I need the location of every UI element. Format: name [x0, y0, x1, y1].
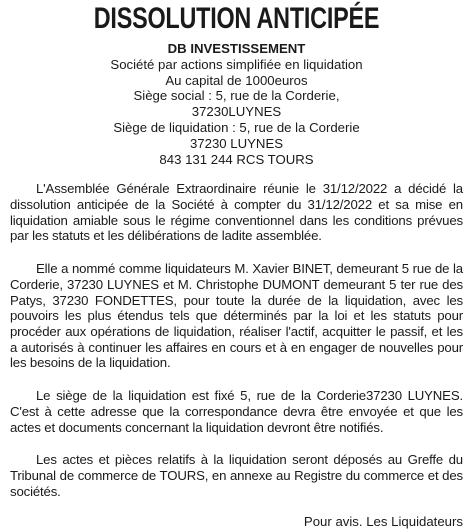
paragraph-liquidators: Elle a nommé comme liquidateurs M. Xavier BINET, demeurant 5 rue de la Corderie, 37230 LUYNES et M. Christophe DUMONT demeurant 5 ter rue des Patys, 37230 FONDETTES, pour toute la durée de la liquidation, avec les pouvoirs les plus étendus tels que déterminés par la loi et les statuts pour procéder aux opérations de liquidation, réaliser l'actif, acquitter le passif, et les a autorisés à continuer les affaires en cours et à en engager de nouvelles pour les besoins de la liquidation.: [10, 261, 463, 371]
liquidation-office-city: 37230 LUYNES: [189, 135, 284, 151]
company-header: [10, 41, 463, 167]
paragraph-liquidation-seat: Le siège de la liquidation est fixé 5, rue de la Corderie37230 LUYNES. C'est à cette adresse que la correspondance devra être envoyée et que les actes et documents concernant la liquidation devront être notifiés.: [10, 388, 463, 435]
signature: Pour avis. Les Liquidateurs: [303, 514, 463, 530]
registered-office-city: 37230LUYNES: [191, 104, 282, 120]
company-legal-form: Société par actions simplifiée en liquidation: [110, 56, 363, 72]
notice-title: DISSOLUTION ANTICIPÉE: [93, 2, 380, 35]
company-registration: 843 131 244 RCS TOURS: [159, 151, 314, 167]
paragraph-dissolution: L'Assemblée Générale Extraordinaire réunie le 31/12/2022 a décidé la dissolution anticipée de la Société à compter du 31/12/2022 et sa mise en liquidation amiable sous le régime conventionnel dans les conditions prévues par les statuts et les délibérations de ladite assemblée.: [10, 181, 463, 244]
company-capital: Au capital de 1000euros: [165, 72, 308, 88]
paragraph-filing: Les actes et pièces relatifs à la liquidation seront déposés au Greffe du Tribunal de commerce de TOURS, en annexe au Registre du commerce et des sociétés.: [10, 452, 463, 499]
liquidation-office-street: Siège de liquidation : 5, rue de la Corderie: [113, 119, 360, 135]
company-name: DB INVESTISSEMENT: [167, 41, 306, 56]
registered-office-street: Siège social : 5, rue de la Corderie,: [133, 88, 340, 104]
